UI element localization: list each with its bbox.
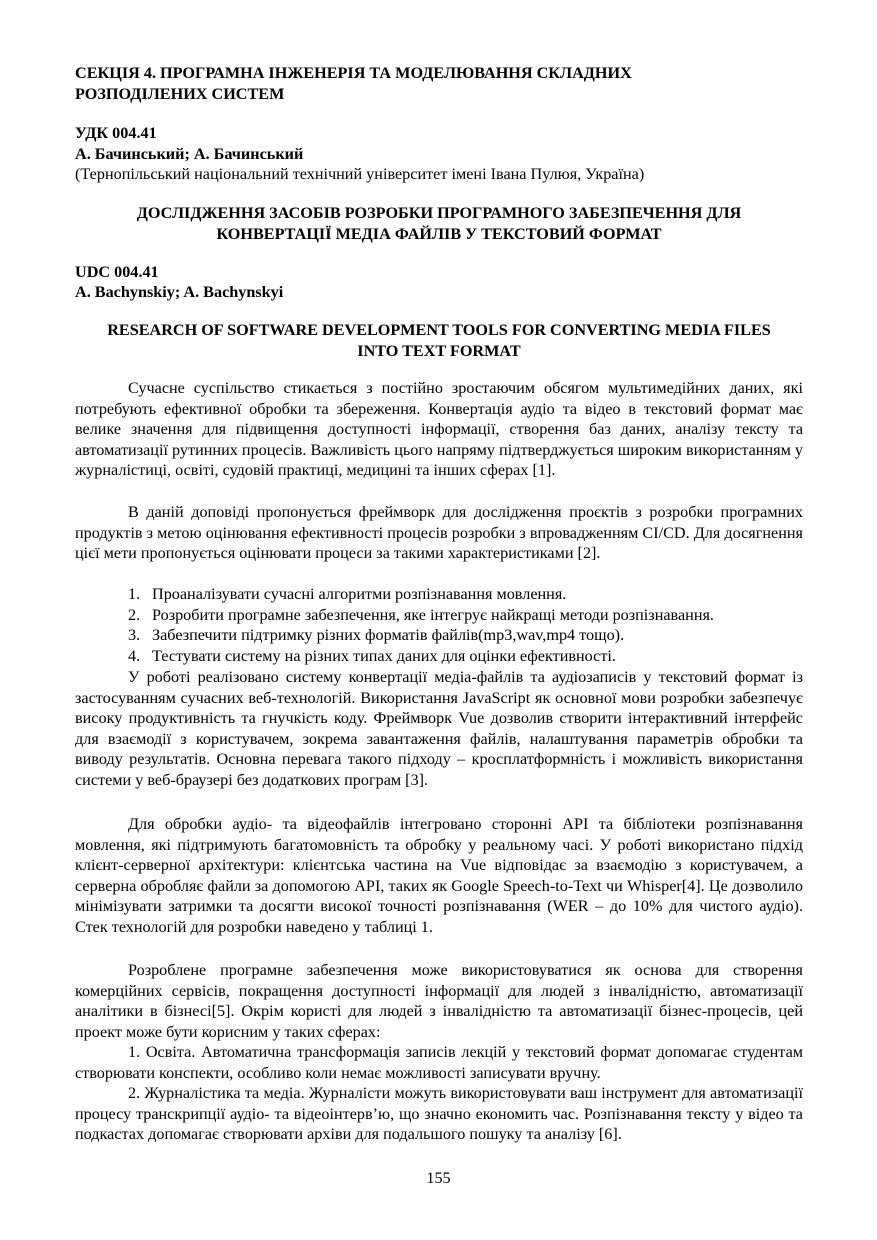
udc-ua: УДК 004.41 xyxy=(75,124,157,142)
list-item-number: 1. xyxy=(128,585,141,603)
list-item xyxy=(75,584,803,605)
objectives-list xyxy=(75,584,803,666)
paper-title-ua xyxy=(75,203,803,244)
section-heading xyxy=(75,63,803,104)
section-heading-line-2: РОЗПОДІЛЕНИХ СИСТЕМ xyxy=(75,84,285,103)
list-item-text: Розробити програмне забезпечення, яке інтегрує найкращі методи розпізнавання. xyxy=(152,605,714,624)
page-number: 155 xyxy=(426,1169,451,1187)
list-item-number: 2. xyxy=(128,605,141,624)
list-item-number: 3. xyxy=(128,626,141,644)
paper-title-en xyxy=(75,320,803,361)
authors-ua: А. Бачинський; А. Бачинський xyxy=(75,145,304,163)
list-item-text: Забезпечити підтримку різних форматів файлів(mp3,wav,mp4 тощо). xyxy=(152,626,625,644)
paragraph-framework: В даній доповіді пропонується фреймворк для дослідження проєктів з розробки програмних продуктів з метою оцінювання ефективності процесів розробки з впровадженням CI/CD. Для досягнення цієї мети пропонується оцінювати процеси за такими характеристиками [2]. xyxy=(75,503,803,562)
paragraph-intro: Сучасне суспільство стикається з постійно зростаючим обсягом мультимедійних даних, які потребують ефективної обробки та збереження. Конвертація аудіо та відео в текстовий формат має велике значення для підвищення доступності інформації, створення баз даних, аналізу тексту та автоматизації рутинних процесів. Важливість цього напряму підтверджується широким використанням у журналістиці, освіті, судовій практиці, медицині та інших сферах [1]. xyxy=(75,379,803,479)
paragraph-implementation: У роботі реалізовано систему конвертації медіа-файлів та аудіозаписів у текстовий формат із застосуванням сучасних веб-технологій. Використання JavaScript як основної мови розробки забезпечує високу продуктивність та гнучкість коду. Фреймворк Vue дозволив створити інтерактивний інтерфейс для взаємодії з користувачем, зокрема завантаження файлів, налаштування параметрів обробки та виводу результатів. Основна перевага такого підходу – кросплатформність і можливість використання системи у веб-браузері без додаткових програм [3]. xyxy=(75,668,803,789)
list-item-text: Тестувати систему на різних типах даних для оцінки ефективності. xyxy=(152,646,616,665)
paper-title-en-line-2: INTO TEXT FORMAT xyxy=(357,341,521,360)
paragraph-education: 1. Освіта. Автоматична трансформація записів лекцій у текстовий формат допомагає студентам створювати конспекти, особливо коли немає можливості записувати вручну. xyxy=(75,1043,803,1082)
paper-title-ua-line-1: ДОСЛІДЖЕННЯ ЗАСОБІВ РОЗРОБКИ ПРОГРАМНОГО ЗАБЕЗПЕЧЕННЯ ДЛЯ xyxy=(136,204,742,222)
authors-en: A. Bachynskiy; A. Bachynskyi xyxy=(75,283,284,301)
paper-title-en-line-1: RESEARCH OF SOFTWARE DEVELOPMENT TOOLS FOR CONVERTING MEDIA FILES xyxy=(107,321,771,339)
list-item-number: 4. xyxy=(128,646,141,665)
paragraph-journalism: 2. Журналістика та медіа. Журналісти можуть використовувати ваш інструмент для автоматизації процесу транскрипції аудіо- та відеоінтерв’ю, що значно економить час. Розпізнавання тексту у відео та подкастах допомагає створювати архіви для подальшого пошуку та аналізу [6]. xyxy=(75,1084,803,1143)
paper-title-ua-line-2: КОНВЕРТАЦІЇ МЕДІА ФАЙЛІВ У ТЕКСТОВИЙ ФОРМАТ xyxy=(216,224,662,243)
paragraph-architecture: Для обробки аудіо- та відеофайлів інтегровано сторонні API та бібліотеки розпізнавання мовлення, які підтримують багатомовність та обробку у реальному часі. У роботі використано підхід клієнт-серверної архітектури: клієнтська частина на Vue відповідає за взаємодію з користувачем, а серверна обробляє файли за допомогою API, таких як Google Speech-to-Text чи Whisper[4]. Це дозволило мінімізувати затримки та досягти високої точності розпізнавання (WER – до 10% для чистого аудіо). Стек технологій для розробки наведено у таблиці 1. xyxy=(75,815,803,936)
list-item xyxy=(75,646,803,667)
list-item-text: Проаналізувати сучасні алгоритми розпізнавання мовлення. xyxy=(152,585,567,603)
paragraph-applications: Розроблене програмне забезпечення може використовуватися як основа для створення комерційних сервісів, покращення доступності інформації для людей з інвалідністю, автоматизації аналітики в бізнесі[5]. Окрім користі для людей з інвалідністю та автоматизації бізнес-процесів, цей проект може бути корисним у таких сферах: xyxy=(75,961,803,1041)
list-item xyxy=(75,625,803,646)
udc-en: UDC 004.41 xyxy=(75,263,159,281)
list-item xyxy=(75,605,803,626)
section-heading-line-1: СЕКЦІЯ 4. ПРОГРАМНА ІНЖЕНЕРІЯ ТА МОДЕЛЮВАННЯ СКЛАДНИХ xyxy=(75,64,632,82)
affiliation-ua: (Тернопільський національний технічний університет імені Івана Пулюя, Україна) xyxy=(75,165,645,183)
